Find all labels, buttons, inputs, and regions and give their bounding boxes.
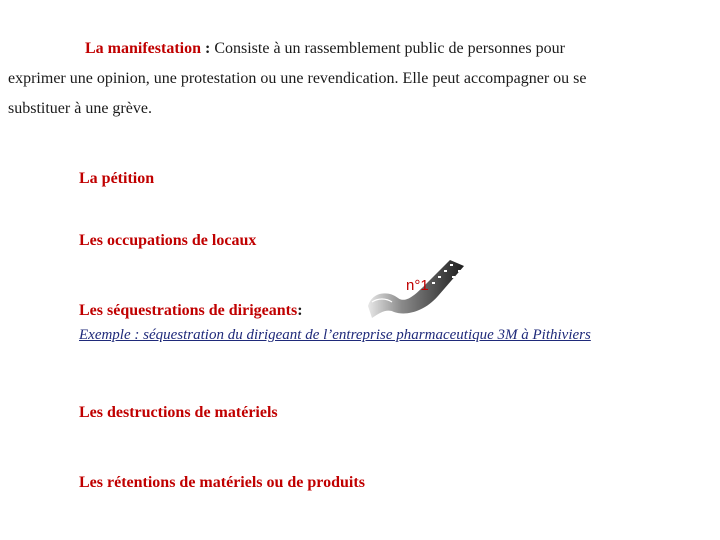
definition-line-1 bbox=[8, 34, 698, 64]
definition-term: La manifestation bbox=[85, 40, 201, 57]
item-petition: La pétition bbox=[79, 170, 155, 187]
definition-text-1: Consiste à un rassemblement public de personnes pour bbox=[214, 40, 565, 57]
definition-colon: : bbox=[205, 40, 211, 57]
item-destructions: Les destructions de matériels bbox=[79, 404, 278, 421]
film-link-label[interactable]: n°1 bbox=[406, 277, 429, 294]
definition-paragraph bbox=[8, 34, 698, 124]
item-sequestrations bbox=[79, 302, 303, 320]
example-link[interactable]: Exemple : séquestration du dirigeant de l’entreprise pharmaceutique 3M à Pithiviers bbox=[79, 327, 591, 343]
definition-line-2: exprimer une opinion, une protestation ou une revendication. Elle peut accompagner ou se bbox=[8, 70, 587, 87]
item-retentions: Les rétentions de matériels ou de produits bbox=[79, 474, 365, 491]
item-sequestrations-label: Les séquestrations de dirigeants bbox=[79, 302, 298, 319]
item-sequestrations-colon: : bbox=[297, 302, 303, 319]
item-occupations: Les occupations de locaux bbox=[79, 232, 257, 249]
definition-line-3: substituer à une grève. bbox=[8, 100, 152, 117]
